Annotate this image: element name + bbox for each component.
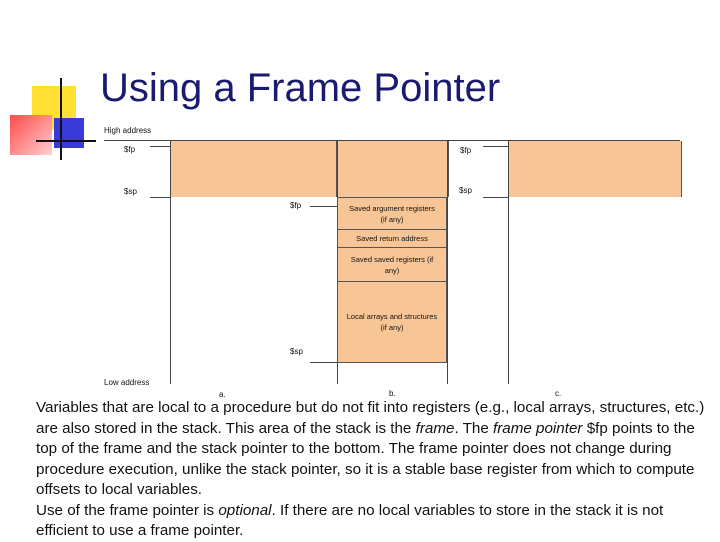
frame-cell-local-arrays: Local arrays and structures (if any) (346, 312, 438, 332)
frame-cell-saved-arguments: Saved argument registers (if any) (338, 198, 446, 230)
decorative-horizontal-line (36, 140, 96, 142)
sp-label-b: $sp (290, 347, 303, 356)
high-address-label: High address (104, 126, 152, 135)
procedure-frame (337, 197, 447, 363)
frame-cell-saved-registers: Saved saved registers (if any) (338, 248, 446, 282)
paragraph-2-text-b: . If there are no local variables to store in the stack it is not efficient to use a frame pointer. (36, 501, 664, 539)
paragraph-optional-usage (36, 501, 708, 542)
sp-tick-a (150, 197, 170, 198)
fp-tick-a (150, 146, 170, 147)
column-a-left-edge (170, 140, 171, 384)
fp-tick-c (483, 146, 508, 147)
paragraph-1-text-c: $fp points to the top of the frame and the stack pointer to the bottom. The frame pointer does not change during procedure execution, unlike the stack pointer, so it is a stable base register from which to compute offsets to local variables. (36, 419, 695, 498)
fp-label-b: $fp (290, 201, 302, 210)
paragraph-1-text-b: . The (454, 419, 493, 437)
decorative-blue-square (54, 118, 84, 148)
sp-label-a: $sp (124, 187, 137, 196)
decorative-red-square (10, 115, 52, 155)
slide-title: Using a Frame Pointer (100, 66, 501, 110)
frame-cell-return-address: Saved return address (338, 230, 446, 248)
column-c-left-edge (508, 140, 509, 384)
low-address-label: Low address (104, 378, 150, 387)
emphasis-optional: optional (218, 501, 272, 519)
decorative-vertical-line (60, 78, 62, 160)
fp-label-a: $fp (124, 145, 136, 154)
caption-b: b. (389, 389, 396, 398)
caption-a: a. (219, 390, 226, 399)
paragraph-frame-description (36, 398, 708, 501)
emphasis-frame: frame (415, 419, 455, 437)
emphasis-frame-pointer: frame pointer (493, 419, 583, 437)
stack-region-b (337, 141, 449, 197)
paragraph-1-text-a: Variables that are local to a procedure but do not fit into registers (e.g., local arrays, structures, etc.) are also stored in the stack. This area of the stack is the (36, 399, 705, 437)
sp-label-c: $sp (459, 186, 472, 195)
sp-tick-c (483, 197, 508, 198)
body-text (36, 398, 708, 542)
stack-region-a (170, 141, 337, 197)
caption-c: c. (555, 389, 562, 398)
column-b-right-edge (447, 140, 448, 384)
fp-tick-b (310, 206, 337, 207)
paragraph-2-text-a: Use of the frame pointer is (36, 501, 219, 519)
sp-tick-b (310, 362, 337, 363)
stack-region-c (508, 141, 682, 197)
fp-label-c: $fp (460, 146, 472, 155)
